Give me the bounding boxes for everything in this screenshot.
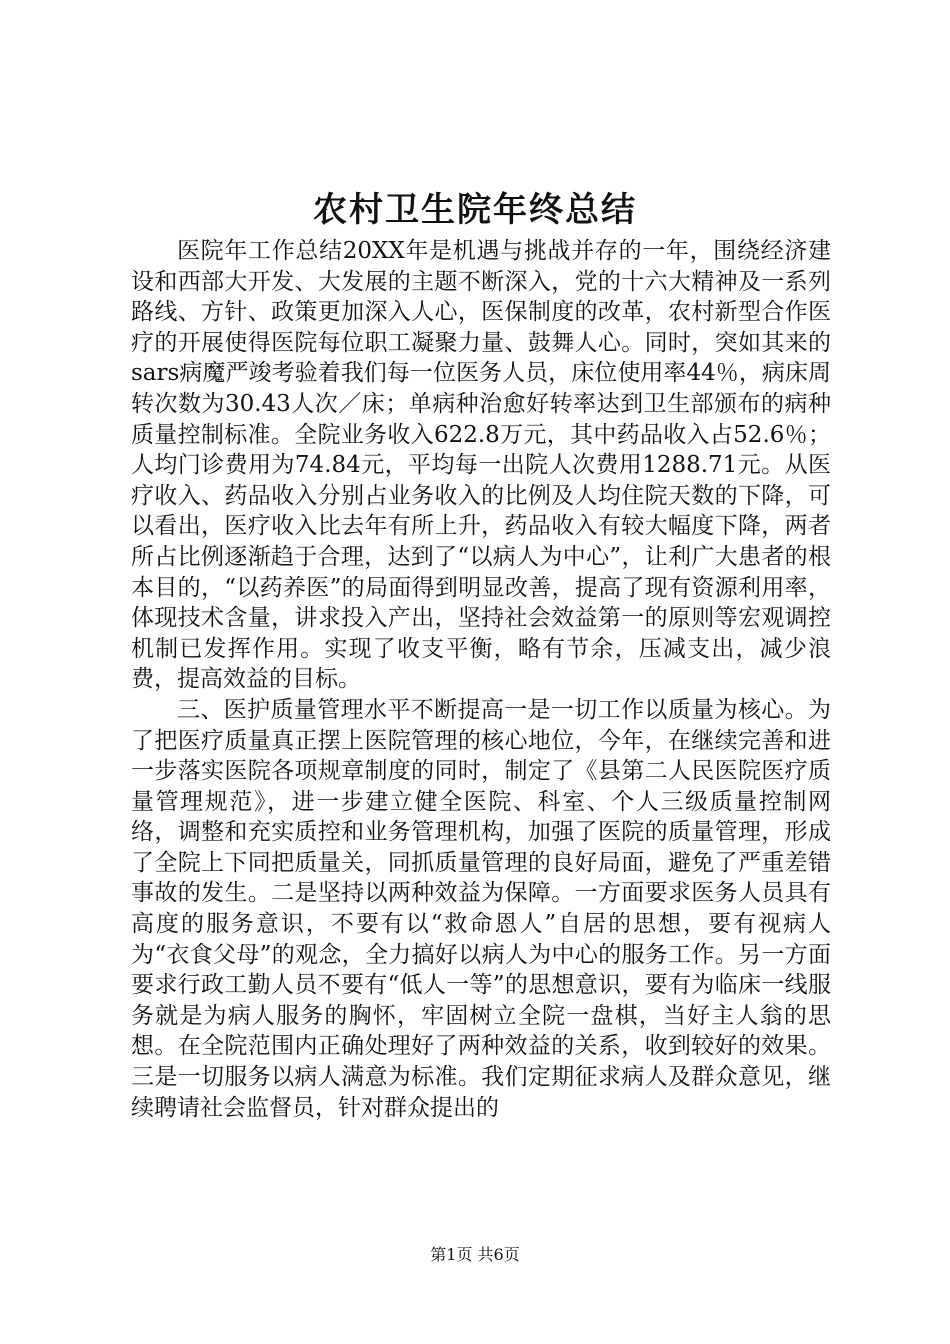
document-body (131, 236, 831, 1123)
body-paragraph: 三、医护质量管理水平不断提高一是一切工作以质量为核心。为了把医疗质量真正摆上医院管理的核心地位，今年，在继续完善和进一步落实医院各项规章制度的同时，制定了《县第二人民医院医疗质量管理规范》，进一步建立健全医院、科室、个人三级质量控制网络，调整和充实质控和业务管理机构，加强了医院的质量管理，形成了全院上下同把质量关，同抓质量管理的良好局面，避免了严重差错事故的发生。二是坚持以两种效益为保障。一方面要求医务人员具有高度的服务意识，不要有以“救命恩人”自居的思想，要有视病人为“衣食父母”的观念，全力搞好以病人为中心的服务工作。另一方面要求行政工勤人员不要有“低人一等”的思想意识，要有为临床一线服务就是为病人服务的胸怀，牢固树立全院一盘棋，当好主人翁的思想。在全院范围内正确处理好了两种效益的关系，收到较好的效果。三是一切服务以病人满意为标准。我们定期征求病人及群众意见，继续聘请社会监督员，针对群众提出的 (131, 696, 831, 1121)
page-number-footer: 第1页 共6页 (430, 1245, 520, 1264)
body-paragraph: 医院年工作总结20XX年是机遇与挑战并存的一年，围绕经济建设和西部大开发、大发展的主题不断深入，党的十六大精神及一系列路线、方针、政策更加深入人心，医保制度的改革，农村新型合作医疗的开展使得医院每位职工凝聚力量、鼓舞人心。同时，突如其来的sars病魔严竣考验着我们每一位医务人员，床位使用率44％，病床周转次数为30.43人次／床；单病种治愈好转率达到卫生部颁布的病种质量控制标准。全院业务收入622.8万元，其中药品收入占52.6％；人均门诊费用为74.84元，平均每一出院人次费用1288.71元。从医疗收入、药品收入分别占业务收入的比例及人均住院天数的下降，可以看出，医疗收入比去年有所上升，药品收入有较大幅度下降，两者所占比例逐渐趋于合理，达到了“以病人为中心”，让利广大患者的根本目的，“以药养医”的局面得到明显改善，提高了现有资源利用率，体现技术含量，讲求投入产出，坚持社会效益第一的原则等宏观调控机制已发挥作用。实现了收支平衡，略有节余，压减支出，减少浪费，提高效益的目标。 (131, 238, 831, 693)
document-title: 农村卫生院年终总结 (313, 190, 637, 230)
